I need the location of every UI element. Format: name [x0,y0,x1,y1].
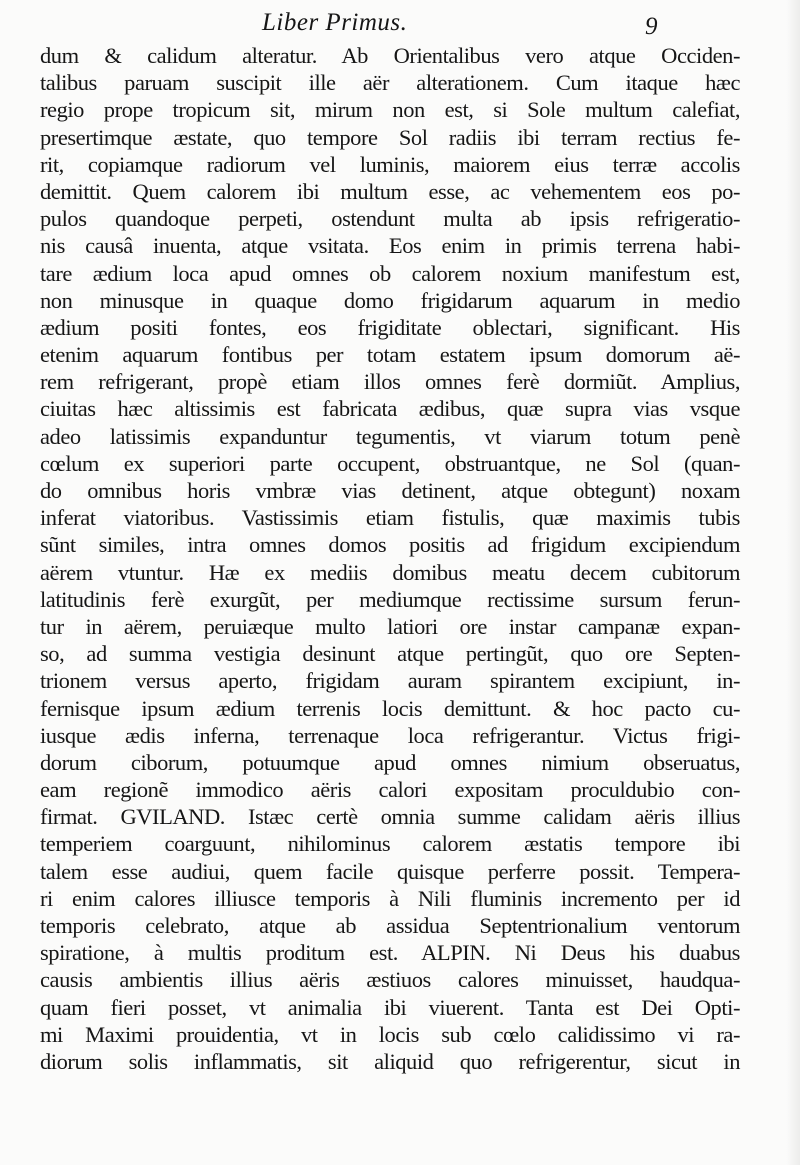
text-line: talem esse audiui, quem facile quisque perferre possit. Tempera- [40,858,740,884]
text-line: regio prope tropicum sit, mirum non est, si Sole multum calefiat, [40,97,740,123]
text-line: causis ambientis illius aëris æstiuos calores minuisset, haudqua- [40,967,740,993]
text-line: tur in aërem, peruiæque multo latiori ore instar campanæ expan- [40,613,740,639]
text-line: adeo latissimis expanduntur tegumentis, vt viarum totum penè [40,423,740,449]
text-line: cœlum ex superiori parte occupent, obstruantque, ne Sol (quan- [40,450,740,476]
text-line: presertimque æstate, quo tempore Sol radiis ibi terram rectius fe- [40,124,740,150]
text-line: inferat viatoribus. Vastissimis etiam fistulis, quæ maximis tubis [40,505,740,531]
text-line: fernisque ipsum ædium terrenis locis demittunt. & hoc pacto cu- [40,695,740,721]
text-line: mi Maximi prouidentia, vt in locis sub cœlo calidissimo vi ra- [40,1021,740,1047]
text-line: aërem vtuntur. Hæ ex mediis domibus meatu decem cubitorum [40,559,740,585]
text-line: talibus paruam suscipit ille aër alterationem. Cum itaque hæc [40,70,740,96]
text-line: eam regionẽ immodico aëris calori expositam proculdubio con- [40,777,740,803]
text-line: tare ædium loca apud omnes ob calorem noxium manifestum est, [40,260,740,286]
text-line: spiratione, à multis proditum est. ALPIN. Ni Deus his duabus [40,940,740,966]
text-line: rem refrigerant, propè etiam illos omnes ferè dormiũt. Amplius, [40,369,740,395]
running-head: Liber Primus. [262,9,408,36]
text-line: iusque ædis inferna, terrenaque loca refrigerantur. Victus frigi- [40,722,740,748]
text-line: ædium positi fontes, eos frigiditate oblectari, significant. His [40,314,740,340]
text-line: quam fieri posset, vt animalia ibi viuerent. Tanta est Dei Opti- [40,994,740,1020]
text-line: sũnt similes, intra omnes domos positis ad frigidum excipiendum [40,532,740,558]
text-line: dorum ciborum, potuumque apud omnes nimium obseruatus, [40,749,740,775]
body-text [40,42,740,1075]
text-line: demittit. Quem calorem ibi multum esse, ac vehementem eos po- [40,178,740,204]
text-line: temperiem coarguunt, nihilominus calorem æstatis tempore ibi [40,831,740,857]
text-line: non minusque in quaque domo frigidarum aquarum in medio [40,287,740,313]
text-line: trionem versus aperto, frigidam auram spirantem excipiunt, in- [40,668,740,694]
text-line: temporis celebrato, atque ab assidua Septentrionalium ventorum [40,913,740,938]
page-edge-shadow [786,0,800,1165]
text-line: etenim aquarum fontibus per totam estatem ipsum domorum aë- [40,342,740,368]
text-line: diorum solis inflammatis, sit aliquid quo refrigerentur, sicut in [40,1048,740,1074]
text-line: firmat. GVILAND. Istæc certè omnia summe calidam aëris illius [40,804,740,830]
text-line: so, ad summa vestigia desinunt atque pertingũt, quo ore Septen- [40,641,740,667]
text-line: nis causâ inuenta, atque vsitata. Eos enim in primis terrena habi- [40,233,740,259]
text-line: pulos quandoque perpeti, ostendunt multa ab ipsis refrigeratio- [40,206,740,232]
text-line: ciuitas hæc altissimis est fabricata ædibus, quæ supra vias vsque [40,396,740,422]
text-line: dum & calidum alteratur. Ab Orientalibus vero atque Occiden- [40,43,740,68]
text-line: rit, copiamque radiorum vel luminis, maiorem eius terræ accolis [40,151,740,177]
text-line: do omnibus horis vmbræ vias detinent, atque obtegunt) noxam [40,478,740,503]
text-line: ri enim calores illiusce temporis à Nili fluminis incremento per id [40,885,740,911]
page-number: 9 [645,13,658,40]
text-line: latitudinis ferè exurgũt, per mediumque rectissime sursum ferun- [40,586,740,612]
